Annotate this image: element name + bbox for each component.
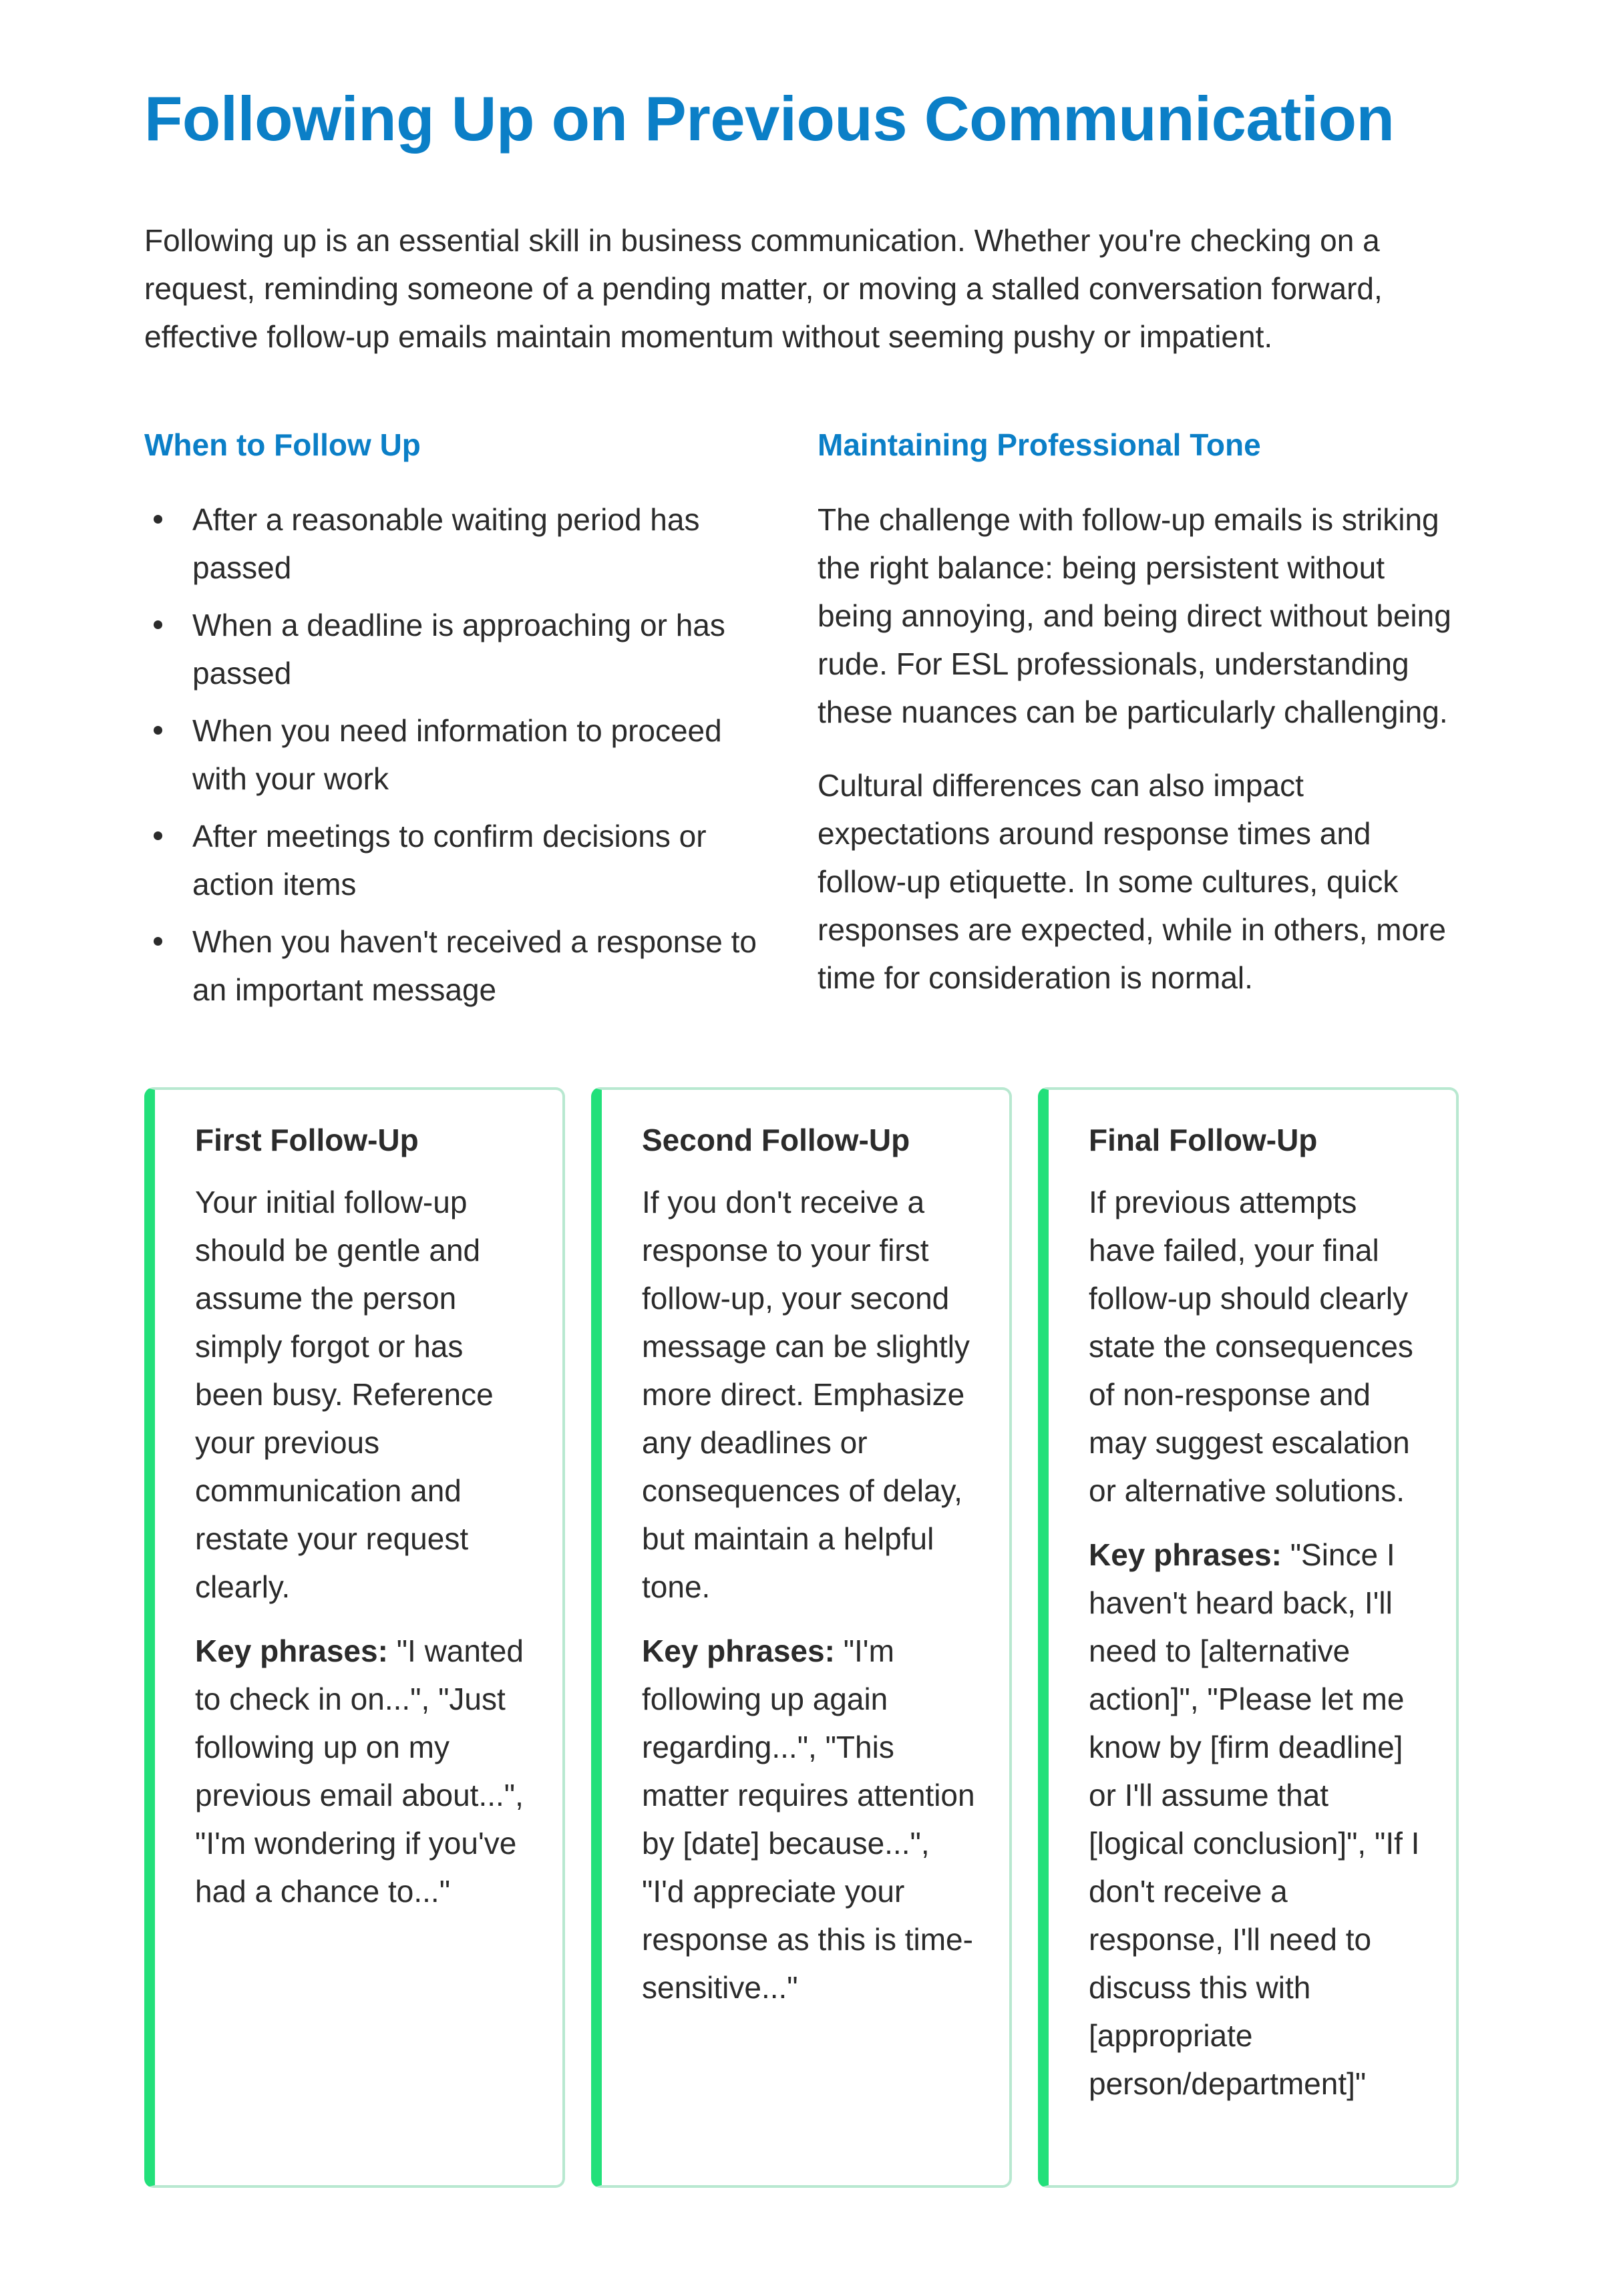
two-column-section [144, 425, 1459, 1023]
follow-up-cards [144, 1087, 1459, 2188]
tone-paragraph: The challenge with follow-up emails is striking the right balance: being persistent without being annoying, and being direct without being rude. For ESL professionals, understanding these nuances can be particularly challenging. [818, 502, 1451, 729]
key-phrases-label: Key phrases: [1089, 1537, 1282, 1572]
when-list-item [144, 707, 765, 803]
key-phrases-label: Key phrases: [195, 1634, 388, 1668]
intro-paragraph: Following up is an essential skill in business communication. Whether you're checking on a request, reminding someone of a pending matter, or moving a stalled conversation forward, effective follow-up emails maintain momentum without seeming pushy or impatient. [144, 223, 1383, 354]
first-follow-up-card [144, 1087, 565, 2188]
when-heading: When to Follow Up [144, 427, 421, 462]
final-follow-up-card [1038, 1087, 1459, 2188]
when-list-item [144, 601, 765, 697]
tone-paragraph: Cultural differences can also impact expectations around response times and follow-up etiquette. In some cultures, quick responses are expected, while in others, more time for consideration is normal. [818, 768, 1446, 995]
card-body: If you don't receive a response to your first follow-up, your second message can be slightly more direct. Emphasize any deadlines or consequences of delay, but maintain a helpful tone. [642, 1185, 970, 1604]
key-phrases-label: Key phrases: [642, 1634, 835, 1668]
professional-tone-section [818, 425, 1459, 1023]
when-item-text: After a reasonable waiting period has passed [192, 502, 700, 585]
bullet-icon [154, 937, 162, 946]
when-list [144, 496, 765, 1014]
when-to-follow-up-section [144, 425, 765, 1023]
card-key-phrases [195, 1627, 530, 1915]
bullet-icon [154, 831, 162, 840]
card-title: First Follow-Up [195, 1123, 419, 1157]
when-list-item [144, 918, 765, 1014]
when-item-text: When you haven't received a response to an important message [192, 924, 757, 1007]
when-item-text: After meetings to confirm decisions or action items [192, 819, 707, 902]
when-list-item [144, 812, 765, 908]
tone-heading: Maintaining Professional Tone [818, 427, 1261, 462]
card-title: Final Follow-Up [1089, 1123, 1318, 1157]
bullet-icon [154, 620, 162, 629]
key-phrases-text: "I'm following up again regarding...", "This matter requires attention by [date] because...", "I'd appreciate your response as this is time-sensitive..." [642, 1634, 975, 2005]
when-list-item [144, 496, 765, 592]
second-follow-up-card [591, 1087, 1012, 2188]
card-body: Your initial follow-up should be gentle and assume the person simply forgot or has been busy. Reference your previous communication and restate your request clearly. [195, 1185, 494, 1604]
card-title: Second Follow-Up [642, 1123, 910, 1157]
bullet-icon [154, 515, 162, 524]
key-phrases-text: "I wanted to check in on...", "Just following up on my previous email about...", "I'm wondering if you've had a chance to..." [195, 1634, 524, 1909]
key-phrases-text: "Since I haven't heard back, I'll need to [alternative action]", "Please let me know by [firm deadline] or I'll assume that [logical conclusion]", "If I don't receive a response, I'll need to discuss this with [appropriate person/department]" [1089, 1537, 1420, 2101]
bullet-icon [154, 726, 162, 735]
when-item-text: When you need information to proceed with your work [192, 713, 722, 796]
card-key-phrases [642, 1627, 977, 2012]
card-key-phrases [1089, 1531, 1424, 2108]
card-body: If previous attempts have failed, your final follow-up should clearly state the consequences of non-response and may suggest escalation or alternative solutions. [1089, 1185, 1413, 1508]
page-title: Following Up on Previous Communication [144, 83, 1395, 154]
when-item-text: When a deadline is approaching or has passed [192, 608, 725, 691]
